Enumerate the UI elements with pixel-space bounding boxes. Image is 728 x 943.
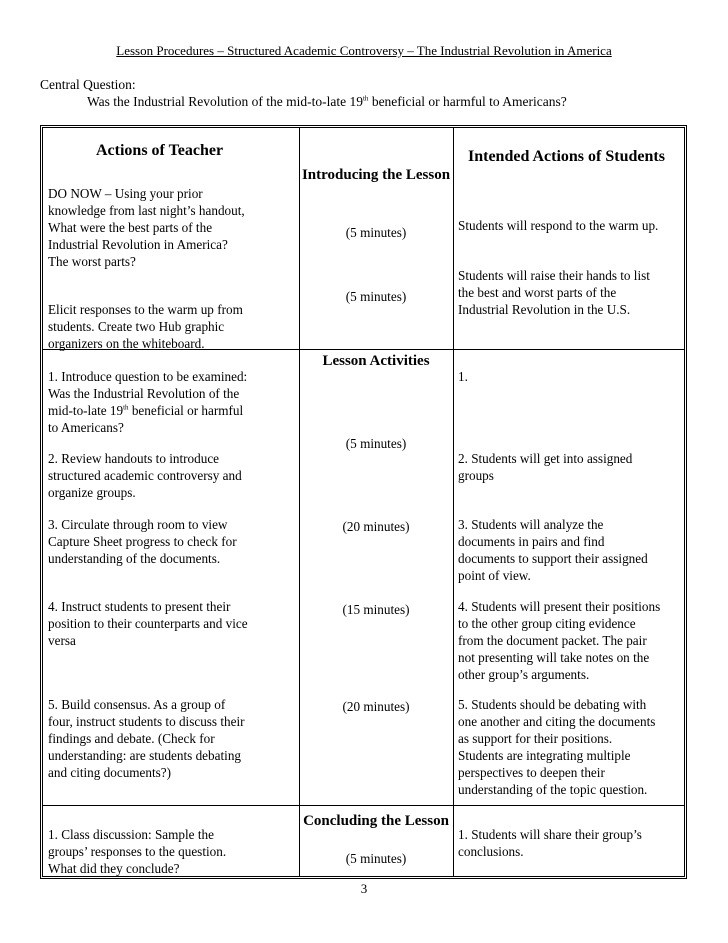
activities-student-2-line-2: groups xyxy=(458,468,494,483)
concluding-teacher-line-1: 1. Class discussion: Sample the xyxy=(48,827,214,842)
activities-teacher-1-line-1: 1. Introduce question to be examined: xyxy=(48,369,248,384)
activities-teacher-3-line-3: understanding of the documents. xyxy=(48,551,221,566)
activities-student-5-line-4: Students are integrating multiple xyxy=(458,748,631,763)
section-heading-intro: Introducing the Lesson xyxy=(301,167,451,183)
intro-teacher-1 xyxy=(48,185,296,270)
concluding-student-line-1: 1. Students will share their group’s xyxy=(458,827,642,842)
intro-time-2: (5 minutes) xyxy=(345,289,407,304)
activities-teacher-2-line-1: 2. Review handouts to introduce xyxy=(48,451,220,466)
activities-student-3 xyxy=(458,516,688,584)
activities-student-5-line-5: perspectives to deepen their xyxy=(458,765,605,780)
activities-teacher-1 xyxy=(48,368,296,436)
activities-teacher-4-line-2: position to their counterparts and vice xyxy=(48,616,248,631)
activities-teacher-1-line-3 xyxy=(48,402,296,419)
intro-teacher-1-line-5: The worst parts? xyxy=(48,254,136,269)
activities-time-5: (20 minutes) xyxy=(342,699,410,714)
intro-teacher-1-line-4: Industrial Revolution in America? xyxy=(48,237,228,252)
activities-student-4-line-2: to the other group citing evidence xyxy=(458,616,636,631)
intro-teacher-1-line-1: DO NOW – Using your prior xyxy=(48,186,203,201)
activities-student-5-line-6: understanding of the topic question. xyxy=(458,782,648,797)
document-title: Lesson Procedures – Structured Academic Controversy – The Industrial Revolution in America xyxy=(116,43,612,58)
activities-teacher-5 xyxy=(48,696,296,781)
activities-time-2: (5 minutes) xyxy=(345,436,407,451)
activities-teacher-3 xyxy=(48,516,296,567)
intro-teacher-2-line-3: organizers on the whiteboard. xyxy=(48,336,205,351)
concluding-time: (5 minutes) xyxy=(345,851,407,866)
intro-teacher-1-line-2: knowledge from last night’s handout, xyxy=(48,203,245,218)
activities-teacher-5-line-3: findings and debate. (Check for xyxy=(48,731,215,746)
activities-teacher-2 xyxy=(48,450,296,501)
column-header-students: Intended Actions of Students xyxy=(468,148,665,165)
column-header-teacher: Actions of Teacher xyxy=(96,142,224,159)
activities-teacher-4-line-1: 4. Instruct students to present their xyxy=(48,599,231,614)
concluding-student xyxy=(458,826,688,860)
section-heading-concluding: Concluding the Lesson xyxy=(303,813,449,829)
activities-teacher-5-line-5: and citing documents?) xyxy=(48,765,172,780)
activities-student-3-line-1: 3. Students will analyze the xyxy=(458,517,604,532)
page-number: 3 xyxy=(360,881,368,896)
activities-time-4: (15 minutes) xyxy=(342,602,410,617)
activities-student-3-line-3: documents to support their assigned xyxy=(458,551,648,566)
intro-teacher-2 xyxy=(48,301,296,352)
activities-teacher-5-line-4: understanding: are students debating xyxy=(48,748,242,763)
concluding-student-line-2: conclusions. xyxy=(458,844,524,859)
activities-student-5-line-1: 5. Students should be debating with xyxy=(458,697,647,712)
central-question xyxy=(87,94,567,110)
activities-teacher-4 xyxy=(48,598,296,649)
concluding-teacher xyxy=(48,826,296,877)
section-heading-activities: Lesson Activities xyxy=(322,353,430,369)
lesson-procedures-table xyxy=(40,125,687,879)
activities-teacher-2-line-2: structured academic controversy and xyxy=(48,468,242,483)
activities-student-5-line-2: one another and citing the documents xyxy=(458,714,656,729)
activities-student-4-line-1: 4. Students will present their positions xyxy=(458,599,661,614)
activities-teacher-1-line-2: Was the Industrial Revolution of the xyxy=(48,386,240,401)
central-question-sup: th xyxy=(362,94,369,103)
activities-student-5 xyxy=(458,696,688,798)
concluding-teacher-line-3: What did they conclude? xyxy=(48,861,180,876)
activities-teacher-3-line-1: 3. Circulate through room to view xyxy=(48,517,228,532)
activities-teacher-1-line-4: to Americans? xyxy=(48,420,124,435)
activities-student-1-line-1: 1. xyxy=(458,369,468,384)
activities-student-3-line-4: point of view. xyxy=(458,568,531,583)
intro-student-2 xyxy=(458,267,688,318)
intro-student-2-line-2: the best and worst parts of the xyxy=(458,285,617,300)
activities-time-3: (20 minutes) xyxy=(342,519,410,534)
activities-teacher-5-line-2: four, instruct students to discuss their xyxy=(48,714,245,729)
activities-student-5-line-3: as support for their positions. xyxy=(458,731,613,746)
activities-student-2-line-1: 2. Students will get into assigned xyxy=(458,451,633,466)
activities-teacher-1-line-3-sup: th xyxy=(123,403,129,412)
column-divider-2 xyxy=(453,128,454,876)
intro-student-2-line-3: Industrial Revolution in the U.S. xyxy=(458,302,631,317)
concluding-teacher-line-2: groups’ responses to the question. xyxy=(48,844,227,859)
activities-student-1 xyxy=(458,368,688,385)
activities-student-3-line-2: documents in pairs and find xyxy=(458,534,605,549)
row-divider-2 xyxy=(43,805,684,806)
intro-student-1 xyxy=(458,217,688,234)
central-question-label: Central Question: xyxy=(40,77,136,92)
activities-student-4-line-4: not presenting will take notes on the xyxy=(458,650,650,665)
activities-teacher-1-line-3-pre: mid-to-late 19 xyxy=(48,403,124,418)
intro-teacher-2-line-2: students. Create two Hub graphic xyxy=(48,319,225,334)
activities-teacher-4-line-3: versa xyxy=(48,633,76,648)
intro-student-1-line-1: Students will respond to the warm up. xyxy=(458,218,659,233)
activities-student-4 xyxy=(458,598,688,683)
activities-student-4-line-5: other group’s arguments. xyxy=(458,667,590,682)
intro-time-1: (5 minutes) xyxy=(345,225,407,240)
central-question-pre: Was the Industrial Revolution of the mid-to-late 19 xyxy=(87,94,363,109)
central-question-post: beneficial or harmful to Americans? xyxy=(368,94,567,109)
activities-student-2 xyxy=(458,450,688,484)
activities-student-4-line-3: from the document packet. The pair xyxy=(458,633,647,648)
activities-teacher-2-line-3: organize groups. xyxy=(48,485,136,500)
activities-teacher-5-line-1: 5. Build consensus. As a group of xyxy=(48,697,226,712)
intro-student-2-line-1: Students will raise their hands to list xyxy=(458,268,650,283)
intro-teacher-1-line-3: What were the best parts of the xyxy=(48,220,213,235)
activities-teacher-1-line-3-post: beneficial or harmful xyxy=(128,403,244,418)
intro-teacher-2-line-1: Elicit responses to the warm up from xyxy=(48,302,243,317)
activities-teacher-3-line-2: Capture Sheet progress to check for xyxy=(48,534,237,549)
